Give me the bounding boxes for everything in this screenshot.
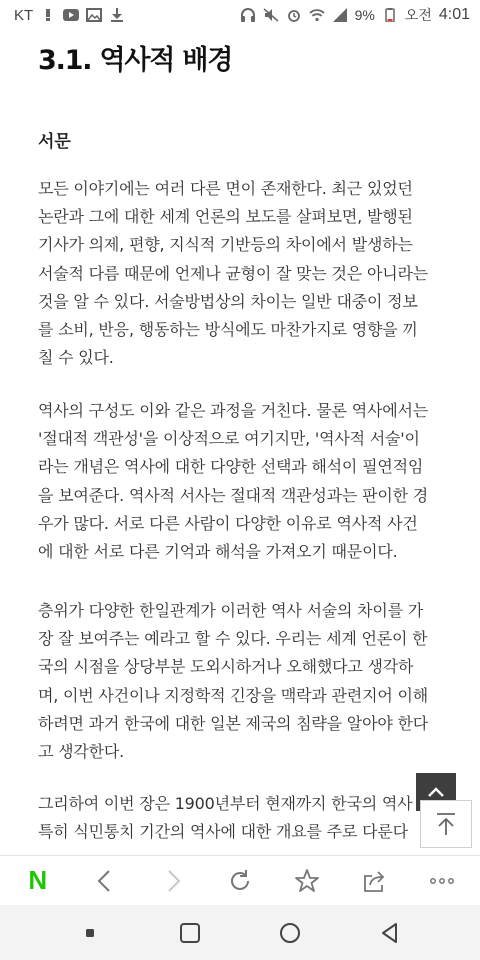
time-period: 오전 (404, 7, 432, 23)
paragraph-line: 라는 개념은 역사에 대한 다양한 선택과 해석이 필연적임 (38, 457, 424, 477)
paragraph-line: 논란과 그에 대한 세계 언론의 보도를 살펴보면, 발행된 (38, 207, 413, 227)
paragraph-line: 을 보여준다. 역사적 서사는 절대적 객관성과는 판이한 경 (38, 485, 428, 505)
mute-icon (263, 8, 279, 22)
more-button[interactable] (418, 859, 466, 903)
paragraph-2 (38, 397, 458, 566)
section-heading: 서문 (38, 132, 71, 152)
paragraph-line: 칠 수 있다. (38, 348, 114, 368)
back-triangle-icon (378, 921, 402, 945)
article-title: 3.1. 역사적 배경 (38, 45, 233, 76)
gallery-icon (86, 8, 102, 22)
home-button[interactable] (162, 909, 218, 957)
paragraph-line: 며, 이번 사건이나 지정학적 긴장을 맥락과 관련지어 이해 (38, 685, 428, 705)
battery-icon (382, 8, 398, 22)
paragraph-4 (38, 790, 458, 846)
paragraph-line: 서술적 다름 때문에 언제나 균형이 잘 맞는 것은 아니라는 (38, 263, 428, 283)
paragraph-1 (38, 175, 458, 372)
battery-percent: 9% (354, 7, 375, 23)
paragraph-line: 그리하여 이번 장은 1900년부터 현재까지 한국의 역사 (38, 794, 413, 813)
youtube-icon (63, 8, 79, 22)
paragraph-line: 고 생각한다. (38, 742, 125, 762)
back-button[interactable] (81, 859, 129, 903)
chevron-up-icon (427, 786, 445, 798)
system-nav-bar (0, 905, 480, 960)
recent-apps-icon (78, 921, 102, 945)
system-back-button[interactable] (362, 909, 418, 957)
refresh-icon (227, 868, 253, 894)
home-circle-button[interactable] (262, 909, 318, 957)
carrier-label: KT (14, 6, 34, 24)
paragraph-line: 국의 시점을 상당부분 도외시하거나 오해했다고 생각하 (38, 657, 414, 677)
paragraph-line: '절대적 객관성'을 이상적으로 여기지만, '역사적 서술'이 (38, 429, 420, 449)
recent-apps-button[interactable] (62, 909, 118, 957)
share-icon (362, 868, 388, 894)
bookmark-star-icon (294, 868, 320, 894)
paragraph-3 (38, 597, 458, 766)
paragraph-line: 하려면 과거 한국에 대한 일본 제국의 침략을 알아야 한다 (38, 713, 428, 733)
wifi-icon (309, 8, 325, 22)
alert-icon (40, 8, 56, 22)
forward-icon (160, 868, 186, 894)
square-home-icon (178, 921, 202, 945)
clock-time: 4:01 (438, 6, 470, 23)
paragraph-line: 역사의 구성도 이와 같은 과정을 거친다. 물론 역사에서는 (38, 401, 428, 420)
paragraph-line: 모든 이야기에는 여러 다른 면이 존재한다. 최근 있었던 (38, 179, 413, 198)
bookmark-button[interactable] (283, 859, 331, 903)
paragraph-line: 에 대한 서로 다른 기억과 해석을 가져오기 때문이다. (38, 542, 398, 562)
paragraph-line: 장 잘 보여주는 예라고 할 수 있다. 우리는 세계 언론이 한 (38, 629, 428, 649)
arrow-up-to-top-icon (435, 811, 457, 837)
paragraph-line: 층위가 다양한 한일관계가 이러한 역사 서술의 차이를 가 (38, 601, 424, 620)
naver-logo: N (28, 865, 48, 895)
status-bar (0, 0, 480, 30)
article-content (0, 30, 480, 855)
share-button[interactable] (351, 859, 399, 903)
status-left (14, 7, 125, 24)
go-to-top-button[interactable] (420, 800, 472, 848)
headset-icon (240, 8, 256, 22)
download-icon (109, 8, 125, 22)
forward-button[interactable] (149, 859, 197, 903)
home-icon (278, 921, 302, 945)
more-icon (429, 868, 455, 894)
back-icon (92, 868, 118, 894)
paragraph-line: 우가 많다. 서로 다른 사람이 다양한 이유로 역사적 사건 (38, 513, 418, 533)
refresh-button[interactable] (216, 859, 264, 903)
naver-home-button[interactable] (14, 859, 62, 903)
alarm-icon (286, 8, 302, 22)
browser-toolbar (0, 855, 480, 905)
paragraph-line: 를 소비, 반응, 행동하는 방식에도 마찬가지로 영향을 끼 (38, 320, 418, 340)
signal-icon (332, 8, 348, 22)
paragraph-line: 기사가 의제, 편향, 지식적 기반등의 차이에서 발생하는 (38, 235, 413, 255)
paragraph-line: 것을 알 수 있다. 서술방법상의 차이는 일반 대중이 정보 (38, 291, 418, 311)
status-right (240, 5, 470, 25)
paragraph-line: 특히 식민통치 기간의 역사에 대한 개요를 주로 다룬다 (38, 822, 408, 842)
